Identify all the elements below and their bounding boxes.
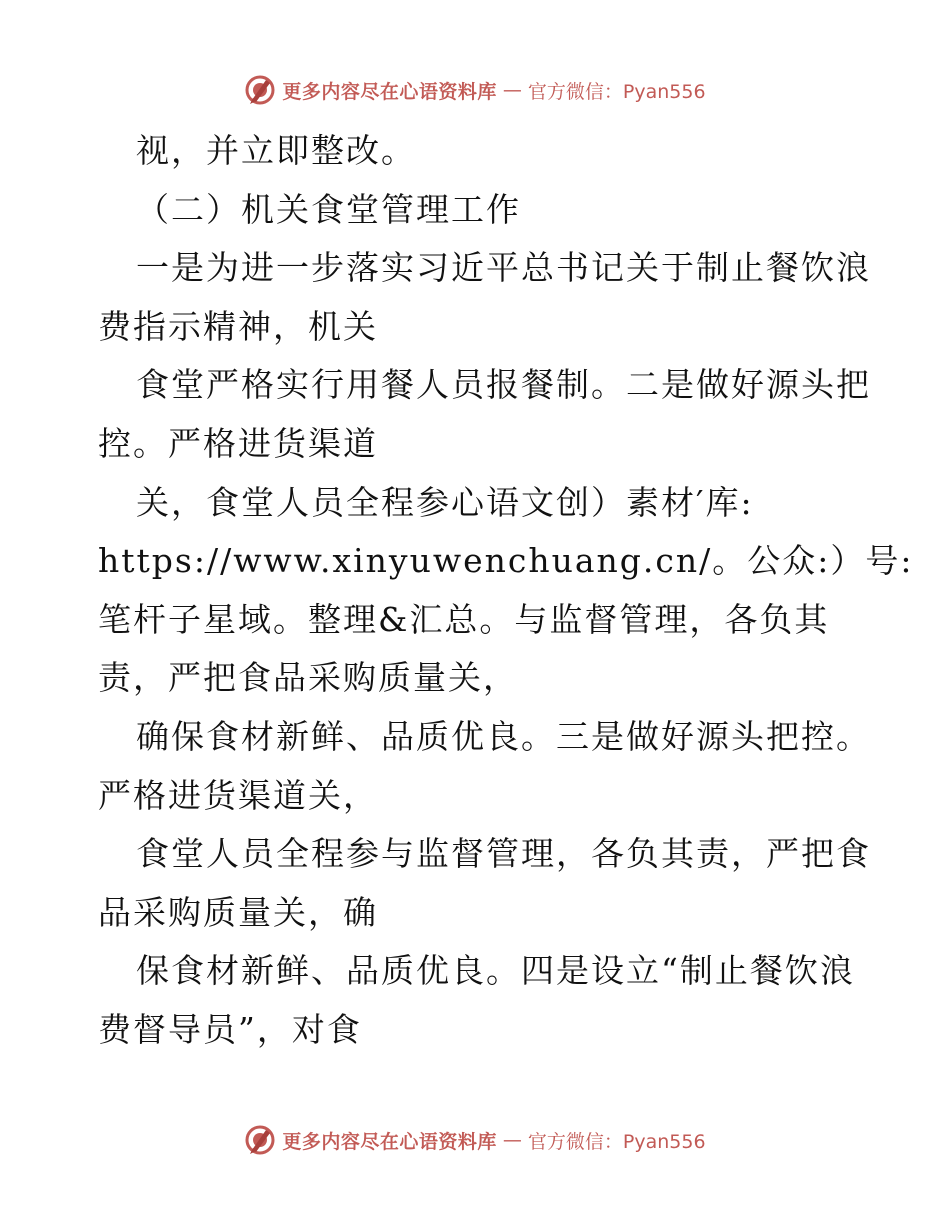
text-line: 严格进货渠道关， — [98, 775, 378, 815]
text-line: 费督导员”，对食 — [98, 1009, 362, 1049]
text-line: 控。严格进货渠道 — [98, 423, 378, 463]
url-line: https://www.xinyuwenchuang.cn/。公众:）号: — [98, 541, 914, 581]
footer-brand-text: 更多内容尽在心语资料库 — [282, 1130, 497, 1153]
text-line: 品采购质量关，确 — [98, 892, 378, 932]
header-brand-text: 更多内容尽在心语资料库 — [282, 80, 497, 103]
text-line: 费指示精神，机关 — [98, 306, 378, 346]
text-line: 关，食堂人员全程参心语文创）素材′库: — [136, 482, 754, 522]
header-separator: — — [502, 79, 522, 101]
text-line: 视，并立即整改。 — [136, 131, 416, 170]
footer-contact-text: 官方微信：Pyan556 — [527, 1130, 706, 1153]
header-contact-text: 官方微信：Pyan556 — [527, 80, 706, 103]
footer-separator: — — [502, 1129, 522, 1151]
footer-banner — [0, 1120, 950, 1160]
text-line: 确保食材新鲜、品质优良。三是做好源头把控。 — [136, 716, 871, 756]
section-heading: （二）机关食堂管理工作 — [136, 189, 521, 229]
text-line: 笔杆子星域。整理&汇总。与监督管理，各负其 — [98, 599, 830, 639]
text-line: 食堂严格实行用餐人员报餐制。二是做好源头把 — [136, 365, 871, 405]
text-line: 保食材新鲜、品质优良。四是设立“制止餐饮浪 — [136, 951, 855, 991]
text-line: 食堂人员全程参与监督管理，各负其责，严把食 — [136, 834, 871, 874]
header-banner — [0, 70, 950, 110]
text-line: 一是为进一步落实习近平总书记关于制止餐饮浪 — [136, 248, 871, 288]
quill-pen-logo-icon — [244, 1124, 276, 1156]
quill-pen-logo-icon — [244, 74, 276, 106]
text-line: 责，严把食品采购质量关， — [98, 658, 518, 698]
document-body — [98, 122, 914, 1060]
